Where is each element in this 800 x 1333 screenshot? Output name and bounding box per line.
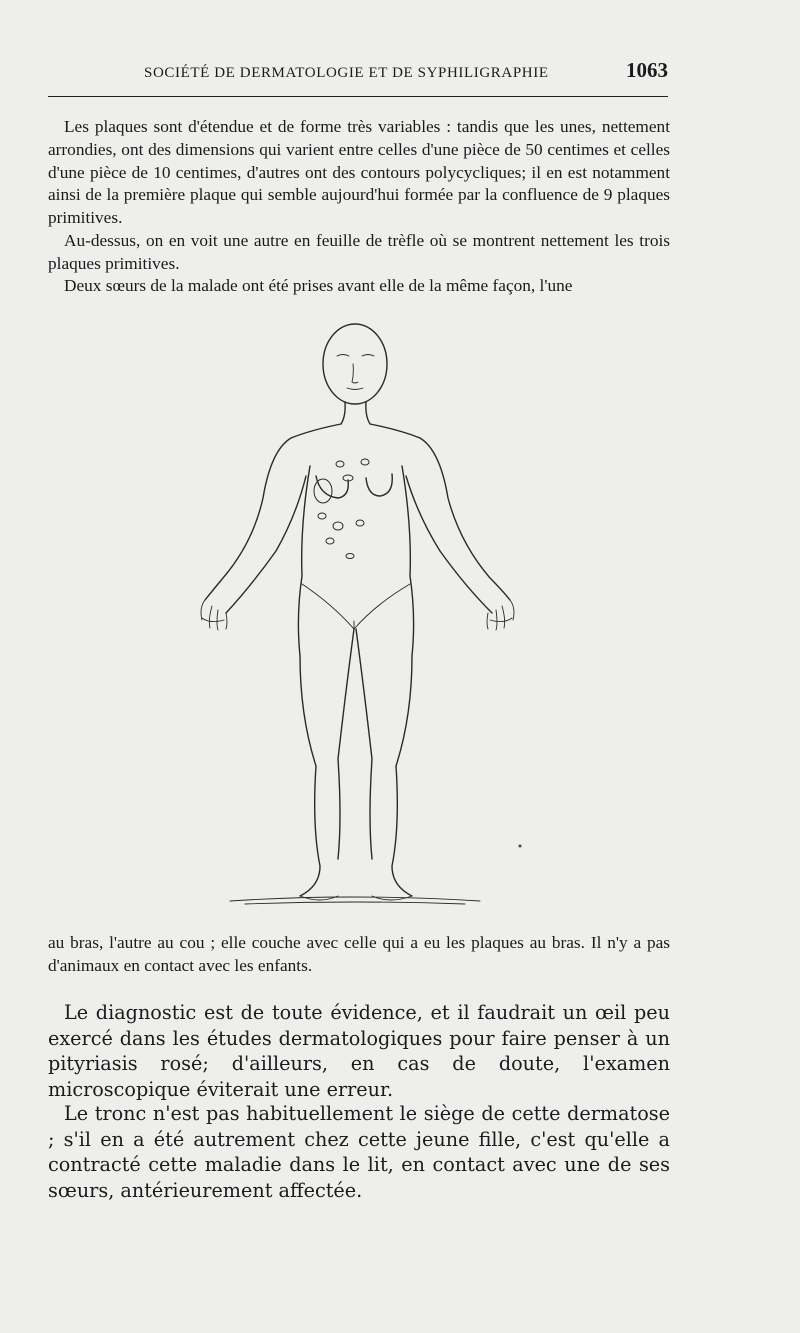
plaque: [346, 554, 354, 559]
paragraph-tronc: Le tronc n'est pas habituellement le siège de cette dermatose ; s'il en a été autrement chez cette jeune fille, c'est qu'elle a contracté cette maladie dans le lit, en contact avec une de ses sœurs, antérieurement affectée.: [48, 1102, 670, 1202]
plaque: [318, 513, 326, 519]
plaque: [326, 538, 334, 544]
left-hand: [201, 600, 227, 630]
paragraph-soeurs: Deux sœurs de la malade ont été prises avant elle de la même façon, l'une: [64, 276, 573, 295]
right-hand: [487, 600, 514, 630]
figure-body-illustration: [190, 316, 540, 916]
plaque: [361, 459, 369, 465]
inner-right-leg: [356, 629, 372, 859]
face: [337, 355, 374, 390]
paragraph-plaques: Les plaques sont d'étendue et de forme très variables : tandis que les unes, nettement arrondies, ont des dimensions qui varient entre celles d'une pièce de 50 centimes et celles d'une pièce de 10 centimes, d'autres ont des contours polycycliques; il en est notamment ainsi de la première plaque qui semble aujourd'hui formée par la confluence de 9 plaques primitives.: [48, 117, 670, 228]
plaque: [314, 479, 332, 503]
neck-right: [366, 402, 420, 438]
page-number: 1063: [626, 58, 668, 82]
plaque-dark: [519, 845, 522, 848]
body-outline-drawing: [190, 316, 540, 916]
inner-left-leg: [338, 629, 354, 859]
left-leg: [300, 656, 320, 896]
plaque: [343, 475, 353, 481]
right-leg: [392, 656, 412, 896]
groin: [302, 584, 410, 629]
paragraph-bras: au bras, l'autre au cou ; elle couche avec celle qui a eu les plaques au bras. Il n'y a pas d'animaux en contact avec les enfants.: [48, 933, 670, 975]
paragraph-trefle: Au-dessus, on en voit une autre en feuille de trèfle où se montrent nettement les trois plaques primitives.: [48, 231, 670, 273]
plaque: [333, 522, 343, 530]
left-arm: [205, 438, 306, 613]
running-title: SOCIÉTÉ DE DERMATOLOGIE ET DE SYPHILIGRAPHIE: [144, 65, 549, 81]
right-arm: [406, 438, 510, 613]
ground-shadow: [230, 897, 480, 904]
header-rule: [48, 96, 668, 97]
plaque: [336, 461, 344, 467]
paragraph-diagnostic: Le diagnostic est de toute évidence, et il faudrait un œil peu exercé dans les études dermatologiques pour faire penser à un pityriasis rosé; d'ailleurs, en cas de doute, l'examen microscopique éviterait une erreur.: [48, 1001, 670, 1101]
neck-left: [291, 402, 345, 438]
plaque: [356, 520, 364, 526]
head: [323, 324, 387, 404]
page-header: [48, 58, 668, 88]
